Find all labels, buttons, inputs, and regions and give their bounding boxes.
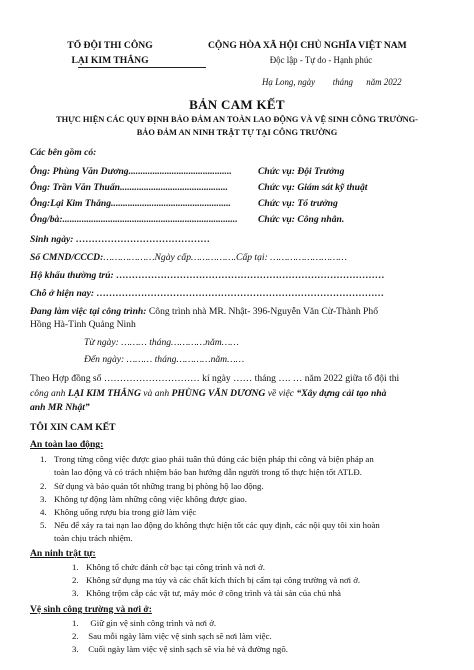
national-motto: Độc lập - Tự do - Hạnh phúc [269, 55, 373, 65]
contract-project-name: “Xây dựng cải tạo nhà [296, 388, 387, 399]
org-name-line1: TỔ ĐỘI THI CÔNG [67, 40, 153, 51]
field-to-date: Đến ngày: ……… tháng…………năm…… [84, 354, 245, 365]
document-subtitle-line1: THỰC HIỆN CÁC QUY ĐỊNH BẢO ĐẢM AN TOÀN LAO ĐỘNG VÀ VỆ SINH CÔNG TRƯỜNG- [56, 115, 418, 124]
hygiene-item-1: 1. Giữ gìn vệ sinh công trình và nơi ở. [72, 618, 217, 628]
field-id-label: Số CMND/CCCD: [30, 252, 104, 263]
hygiene-item-2: 2. Sau mỗi ngày làm việc vệ sinh sạch sẽ nơi làm việc. [72, 631, 272, 641]
field-current-address: Chỗ ở hiện nay: ……………………………………………………………………………… [30, 288, 385, 299]
hygiene-item-3: 3. Cuối ngày làm việc vệ sinh sạch sẽ vỉa hè và đường ngõ. [72, 644, 288, 654]
labor-safety-item-5-cont: toàn chịu trách nhiệm. [54, 533, 133, 543]
party-row-3-name: Ông:Lại Kim Thắng.................................................. [30, 198, 231, 209]
parties-intro: Các bên gồm có: [30, 147, 97, 158]
party-row-4-name: Ông/bà:......................................................................... [30, 214, 238, 225]
contract-line-1: Theo Hợp đồng số ………………………… kí ngày …… tháng …. … năm 2022 giữa tổ đội thi [30, 373, 400, 384]
party-row-2-position: Chức vụ: Giám sát kỹ thuật [258, 182, 368, 193]
contract-line-2 [30, 388, 386, 399]
org-name-line2: LẠI KIM THẮNG [71, 55, 149, 66]
party-row-3-position: Chức vụ: Tổ trưởng [258, 198, 338, 209]
field-work-site [30, 306, 378, 317]
field-work-value: Công trình nhà MR. Nhật- 396-Nguyễn Văn Cừ-Thành Phố [146, 306, 378, 317]
section-labor-safety-title: An toàn lao động: [30, 439, 104, 450]
party-row-1-position: Chức vụ: Đội Trưởng [258, 166, 345, 177]
field-work-label: Đang làm việc tại công trình: [30, 306, 147, 317]
contract-party-a: LẠI KIM THẮNG [67, 388, 141, 399]
labor-safety-item-1: 1. Trong từng công việc được giao phải tuân thủ đúng các biện pháp thi công và biện pháp an [40, 454, 374, 464]
field-from-date: Từ ngày: ……… tháng…………năm…… [84, 337, 239, 348]
contract-text-c: và anh [140, 388, 172, 399]
national-title: CỘNG HÒA XÃ HỘI CHỦ NGHĨA VIỆT NAM [208, 40, 407, 51]
party-row-2-name: Ông: Trần Văn Thuấn............................................. [30, 182, 228, 193]
labor-safety-item-1-cont: toàn lao động và có trách nhiệm báo ban hướng dẫn người trong tổ thực hiện tốt ATLĐ. [54, 467, 362, 477]
section-hygiene-title: Vệ sinh công trường và nơi ở: [30, 604, 152, 615]
section-security-title: An ninh trật tự: [30, 548, 96, 559]
document-subtitle-line2: BẢO ĐẢM AN NINH TRẬT TỰ TẠI CÔNG TRƯỜNG [136, 128, 338, 137]
field-work-value-line2: Hồng Hà-Tỉnh Quảng Ninh [30, 319, 136, 330]
field-id-number [30, 252, 347, 263]
contract-text-a: công anh [30, 388, 68, 399]
contract-party-b: PHÙNG VĂN DƯƠNG [171, 388, 266, 399]
document-title: BẢN CAM KẾT [189, 97, 285, 112]
security-item-1: 1. Không tổ chức đánh cờ bạc tại công trình và nơi ở. [72, 562, 265, 572]
party-row-4-position: Chức vụ: Công nhân. [258, 214, 345, 225]
party-row-1-name: Ông: Phùng Văn Dương........................................... [30, 166, 232, 177]
labor-safety-item-3: 3. Không tự động làm những công việc không được giao. [40, 494, 247, 504]
field-birth-date: Sinh ngày: …………………………………… [30, 234, 211, 245]
field-residence: Hộ khẩu thường trú: ………………………………………………………………………… [30, 270, 385, 281]
labor-safety-item-5: 5. Nếu để xảy ra tai nạn lao động do không thực hiện tốt các quy định, các nội quy tôi xin hoàn [40, 520, 380, 530]
field-id-rest: ………………Ngày cấp…………….Cấp tại: ……………………… [103, 252, 347, 263]
security-item-2: 2. Không sử dụng ma túy và các chất kích thích bị cấm tại công trường và nơi ở. [72, 575, 361, 585]
labor-safety-item-4: 4. Không uống rượu bia trong giờ làm việc [40, 507, 197, 517]
security-item-3: 3. Không trộm cắp các vật tư, máy móc ở công trình và tài sản của chủ nhà [72, 588, 341, 598]
labor-safety-item-2: 2. Sử dụng và bảo quản tốt những trang bị phòng hộ lao động. [40, 481, 264, 491]
contract-line-3: anh MR Nhật” [30, 402, 90, 413]
contract-text-e: về việc [265, 388, 297, 399]
org-underline [78, 67, 206, 68]
commit-heading: TÔI XIN CAM KẾT [30, 422, 116, 433]
date-line: Hạ Long, ngày tháng năm 2022 [262, 77, 402, 87]
